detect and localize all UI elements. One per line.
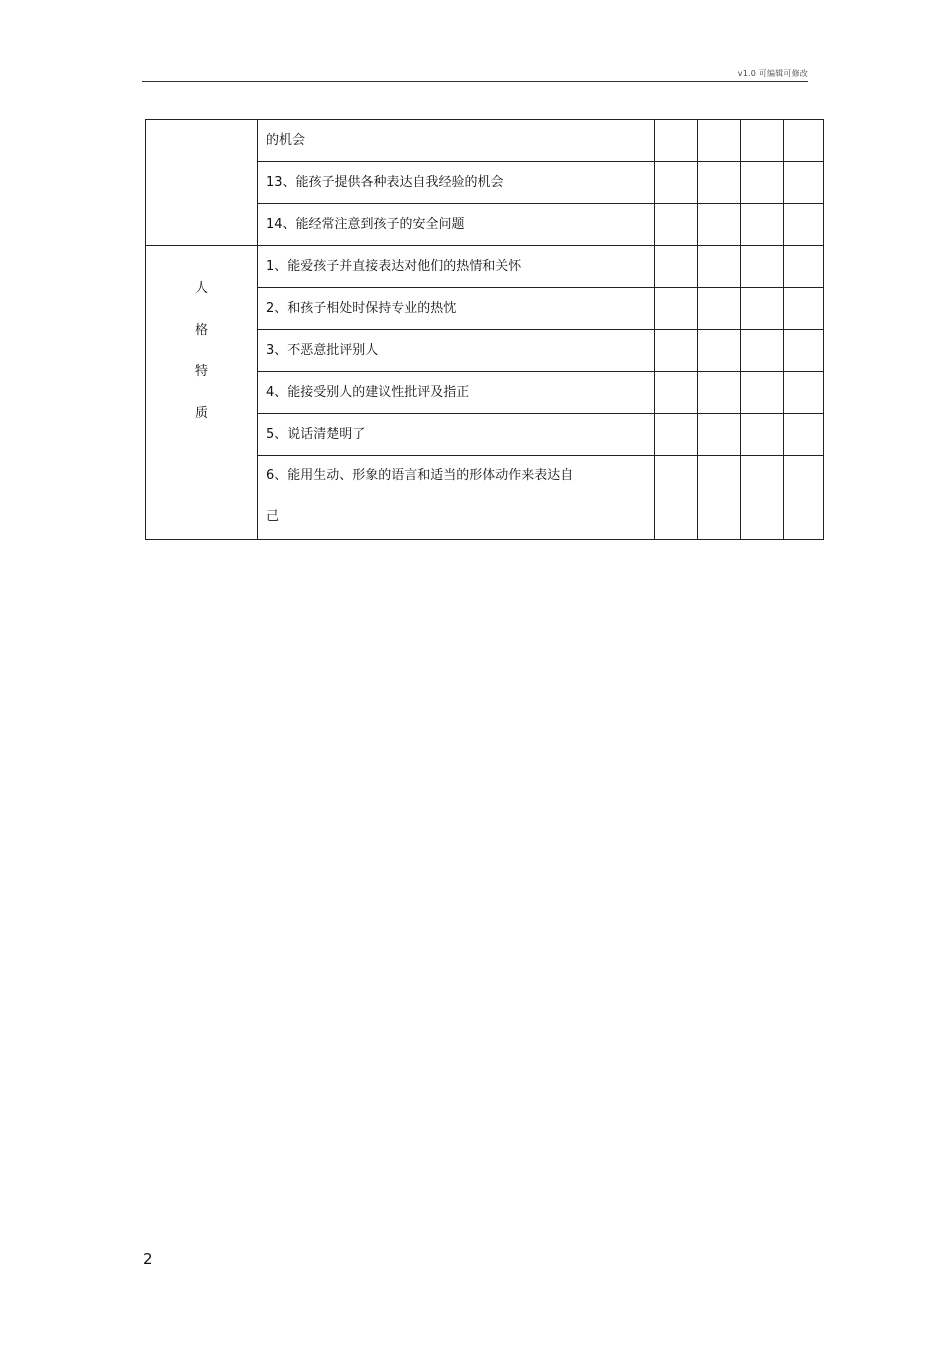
- rating-cell[interactable]: [784, 204, 824, 246]
- rating-cell[interactable]: [655, 120, 698, 162]
- rating-cell[interactable]: [655, 162, 698, 204]
- rating-cell[interactable]: [784, 288, 824, 330]
- header-version-text: v1.0 可编辑可修改: [737, 69, 808, 78]
- rating-cell[interactable]: [698, 414, 741, 456]
- rating-cell[interactable]: [698, 288, 741, 330]
- page-number: 2: [143, 1250, 153, 1268]
- rating-cell[interactable]: [784, 120, 824, 162]
- item-text: 2、和孩子相处时保持专业的热忱: [258, 288, 655, 330]
- rating-cell[interactable]: [698, 372, 741, 414]
- rating-cell[interactable]: [698, 456, 741, 540]
- item-text-line1: 6、能用生动、形象的语言和适当的形体动作来表达自: [266, 468, 574, 483]
- rating-cell[interactable]: [741, 162, 784, 204]
- rating-cell[interactable]: [741, 246, 784, 288]
- item-text: 1、能爱孩子并直接表达对他们的热情和关怀: [258, 246, 655, 288]
- rating-cell[interactable]: [698, 204, 741, 246]
- item-text: 5、说话清楚明了: [258, 414, 655, 456]
- rating-cell[interactable]: [698, 330, 741, 372]
- item-text: 的机会: [258, 120, 655, 162]
- item-text: 14、能经常注意到孩子的安全问题: [258, 204, 655, 246]
- category-char: 人: [194, 281, 208, 296]
- rating-cell[interactable]: [655, 288, 698, 330]
- header-rule: [142, 81, 808, 82]
- rating-cell[interactable]: [655, 330, 698, 372]
- item-text: 3、不恶意批评别人: [258, 330, 655, 372]
- rating-cell[interactable]: [655, 372, 698, 414]
- category-char: 特: [194, 364, 208, 379]
- rating-cell[interactable]: [784, 162, 824, 204]
- rating-cell[interactable]: [655, 414, 698, 456]
- item-text: 4、能接受别人的建议性批评及指正: [258, 372, 655, 414]
- rating-cell[interactable]: [741, 120, 784, 162]
- rating-cell[interactable]: [741, 330, 784, 372]
- category-char: 质: [194, 405, 208, 421]
- item-text-multiline: [258, 456, 655, 540]
- rating-cell[interactable]: [655, 246, 698, 288]
- category-cell-empty: [146, 120, 258, 246]
- rating-cell[interactable]: [741, 372, 784, 414]
- rating-cell[interactable]: [784, 330, 824, 372]
- category-personality-traits: [146, 246, 258, 540]
- rating-cell[interactable]: [741, 414, 784, 456]
- rating-cell[interactable]: [698, 162, 741, 204]
- rating-cell[interactable]: [784, 372, 824, 414]
- rating-cell[interactable]: [741, 204, 784, 246]
- rating-cell[interactable]: [784, 414, 824, 456]
- item-text-line2: 己: [266, 509, 280, 524]
- evaluation-table: [145, 119, 824, 540]
- rating-cell[interactable]: [698, 120, 741, 162]
- rating-cell[interactable]: [741, 288, 784, 330]
- item-text: 13、能孩子提供各种表达自我经验的机会: [258, 162, 655, 204]
- table-row: [146, 246, 824, 288]
- rating-cell[interactable]: [698, 246, 741, 288]
- rating-cell[interactable]: [655, 204, 698, 246]
- category-char: 格: [194, 322, 208, 338]
- rating-cell[interactable]: [784, 246, 824, 288]
- rating-cell[interactable]: [741, 456, 784, 540]
- rating-cell[interactable]: [655, 456, 698, 540]
- table-row: [146, 120, 824, 162]
- rating-cell[interactable]: [784, 456, 824, 540]
